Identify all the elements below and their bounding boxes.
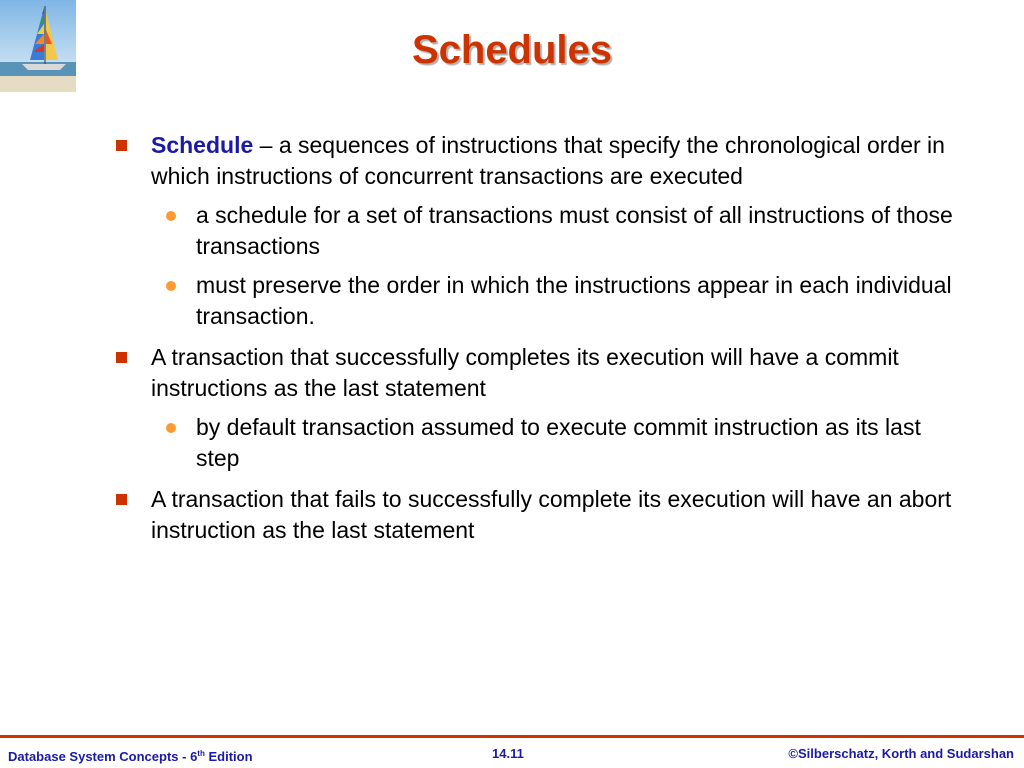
footer-page-number: 14.11 xyxy=(492,746,524,761)
round-bullet-icon xyxy=(166,423,176,433)
bullet-text: A transaction that fails to successfully complete its execution will have an abort instruction as the last statement xyxy=(151,486,952,543)
sub-bullet xyxy=(110,200,970,262)
sub-bullet xyxy=(110,412,970,474)
round-bullet-icon xyxy=(166,211,176,221)
square-bullet-icon xyxy=(116,494,127,505)
sub-bullet-text: must preserve the order in which the instructions appear in each individual transaction. xyxy=(196,272,952,329)
bullet-abort xyxy=(110,484,970,546)
keyword-schedule: Schedule xyxy=(151,132,254,158)
sub-bullet-text: a schedule for a set of transactions must consist of all instructions of those transactions xyxy=(196,202,953,259)
slide-content xyxy=(110,130,970,556)
sub-bullet-text: by default transaction assumed to execute commit instruction as its last step xyxy=(196,414,921,471)
bullet-text: A transaction that successfully completes its execution will have a commit instructions as the last statement xyxy=(151,344,899,401)
sub-bullet xyxy=(110,270,970,332)
slide-title: Schedules xyxy=(411,28,613,72)
bullet-schedule-definition xyxy=(110,130,970,192)
footer-copyright: ©Silberschatz, Korth and Sudarshan xyxy=(788,746,1014,761)
square-bullet-icon xyxy=(116,352,127,363)
bullet-commit xyxy=(110,342,970,404)
round-bullet-icon xyxy=(166,281,176,291)
footer-book: Database System Concepts - 6 xyxy=(8,749,198,764)
footer-edition-word: Edition xyxy=(204,749,253,764)
bullet-text: – a sequences of instructions that specify the chronological order in which instructions of concurrent transactions are executed xyxy=(151,132,945,189)
footer-edition-sup: th xyxy=(197,749,205,758)
footer-book-title xyxy=(8,746,253,765)
footer-divider xyxy=(0,735,1024,738)
square-bullet-icon xyxy=(116,140,127,151)
